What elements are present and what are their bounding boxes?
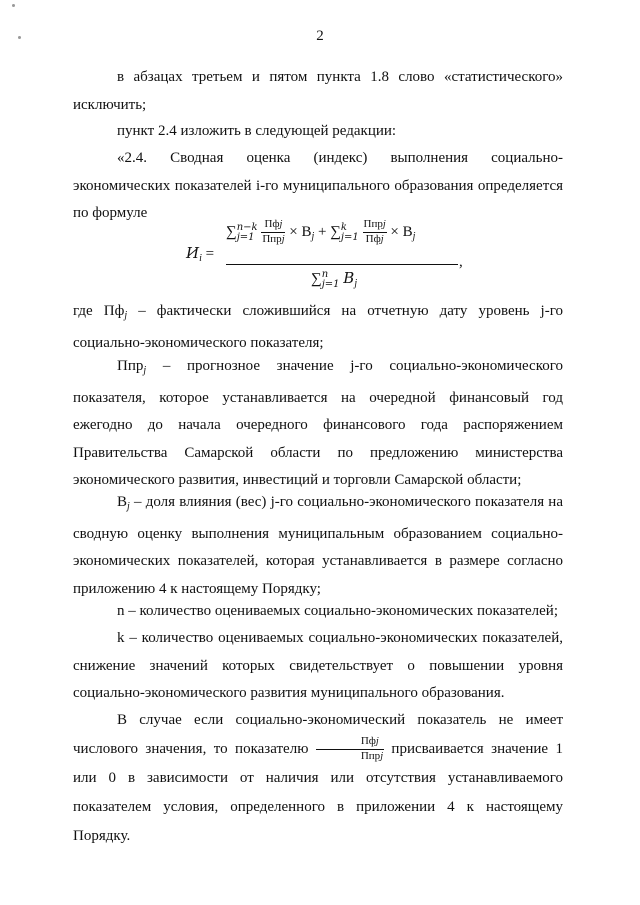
formula-fraction-bar <box>226 264 458 265</box>
paragraph-4: где $Пф_j$ – фактически сложившийся на отчетную дату уровень j-го социально-экономического показателя; <box>73 303 563 351</box>
paragraph-1: в абзацах третьем и пятом пункта 1.8 слово «статистического» исключить; <box>73 69 563 113</box>
page-number: 2 <box>316 28 324 44</box>
paragraph-9: В случае если социально-экономический показатель не имеет числового значения, то показателю $\frac{\text{Пфj}}{\text{Ппрj}}$ присваивается значение 1 или 0 в зависимости от наличия или отсутствия устанавливаемого показателем условия, определенного в приложении 4 к настоящему Порядку. <box>73 712 563 845</box>
scan-speck <box>12 4 15 7</box>
inline-fraction: $\frac{\text{Пфj}}{\text{Ппрj}}$ <box>316 735 384 764</box>
index-formula <box>186 218 463 290</box>
paragraph-3: «2.4. Сводная оценка (индекс) выполнения социально-экономических показателей i-го муниципального образования определяется по формуле <box>73 150 563 221</box>
paragraph-2: пункт 2.4 изложить в следующей редакции: <box>117 123 397 139</box>
paragraph-6: $В_j$ – доля влияния (вес) j-го социально-экономического показателя на сводную оценку выполнения муниципальным образованием социально-экономических показателей, которая устанавливается в размере согласно приложению 4 к настоящему Порядку; <box>73 494 563 597</box>
formula-lhs: $И_i$ = <box>186 244 215 264</box>
formula-denominator: ∑ n j=1 $B_j$ <box>311 268 358 290</box>
paragraph-5: Ппр$_j$ – прогнозное значение j-го социально-экономического показателя, которое устанавливается на очередной финансовый год ежегодно до начала очередного финансового года распоряжением Правительства Самарской области по предложению министерства экономического развития, инвестиций и торговли Самарской области; <box>73 358 563 488</box>
paragraph-7: n – количество оцениваемых социально-экономических показателей; <box>117 603 558 619</box>
paragraph-8: k – количество оцениваемых социально-экономических показателей, снижение значений которых свидетельствует о повышении уровня социально-экономического развития муниципального образования. <box>73 630 563 701</box>
formula-numerator: ∑ n−k j=1 $\frac{\text{Пфj}}{\text{Ппрj}}$ × $В_j$ + ∑ k j=1 $\frac{\text{Ппрj}}{\text{Пфj}}$ × $В_j$ <box>226 218 416 245</box>
scan-speck <box>18 36 21 39</box>
formula-comma: , <box>459 254 463 270</box>
